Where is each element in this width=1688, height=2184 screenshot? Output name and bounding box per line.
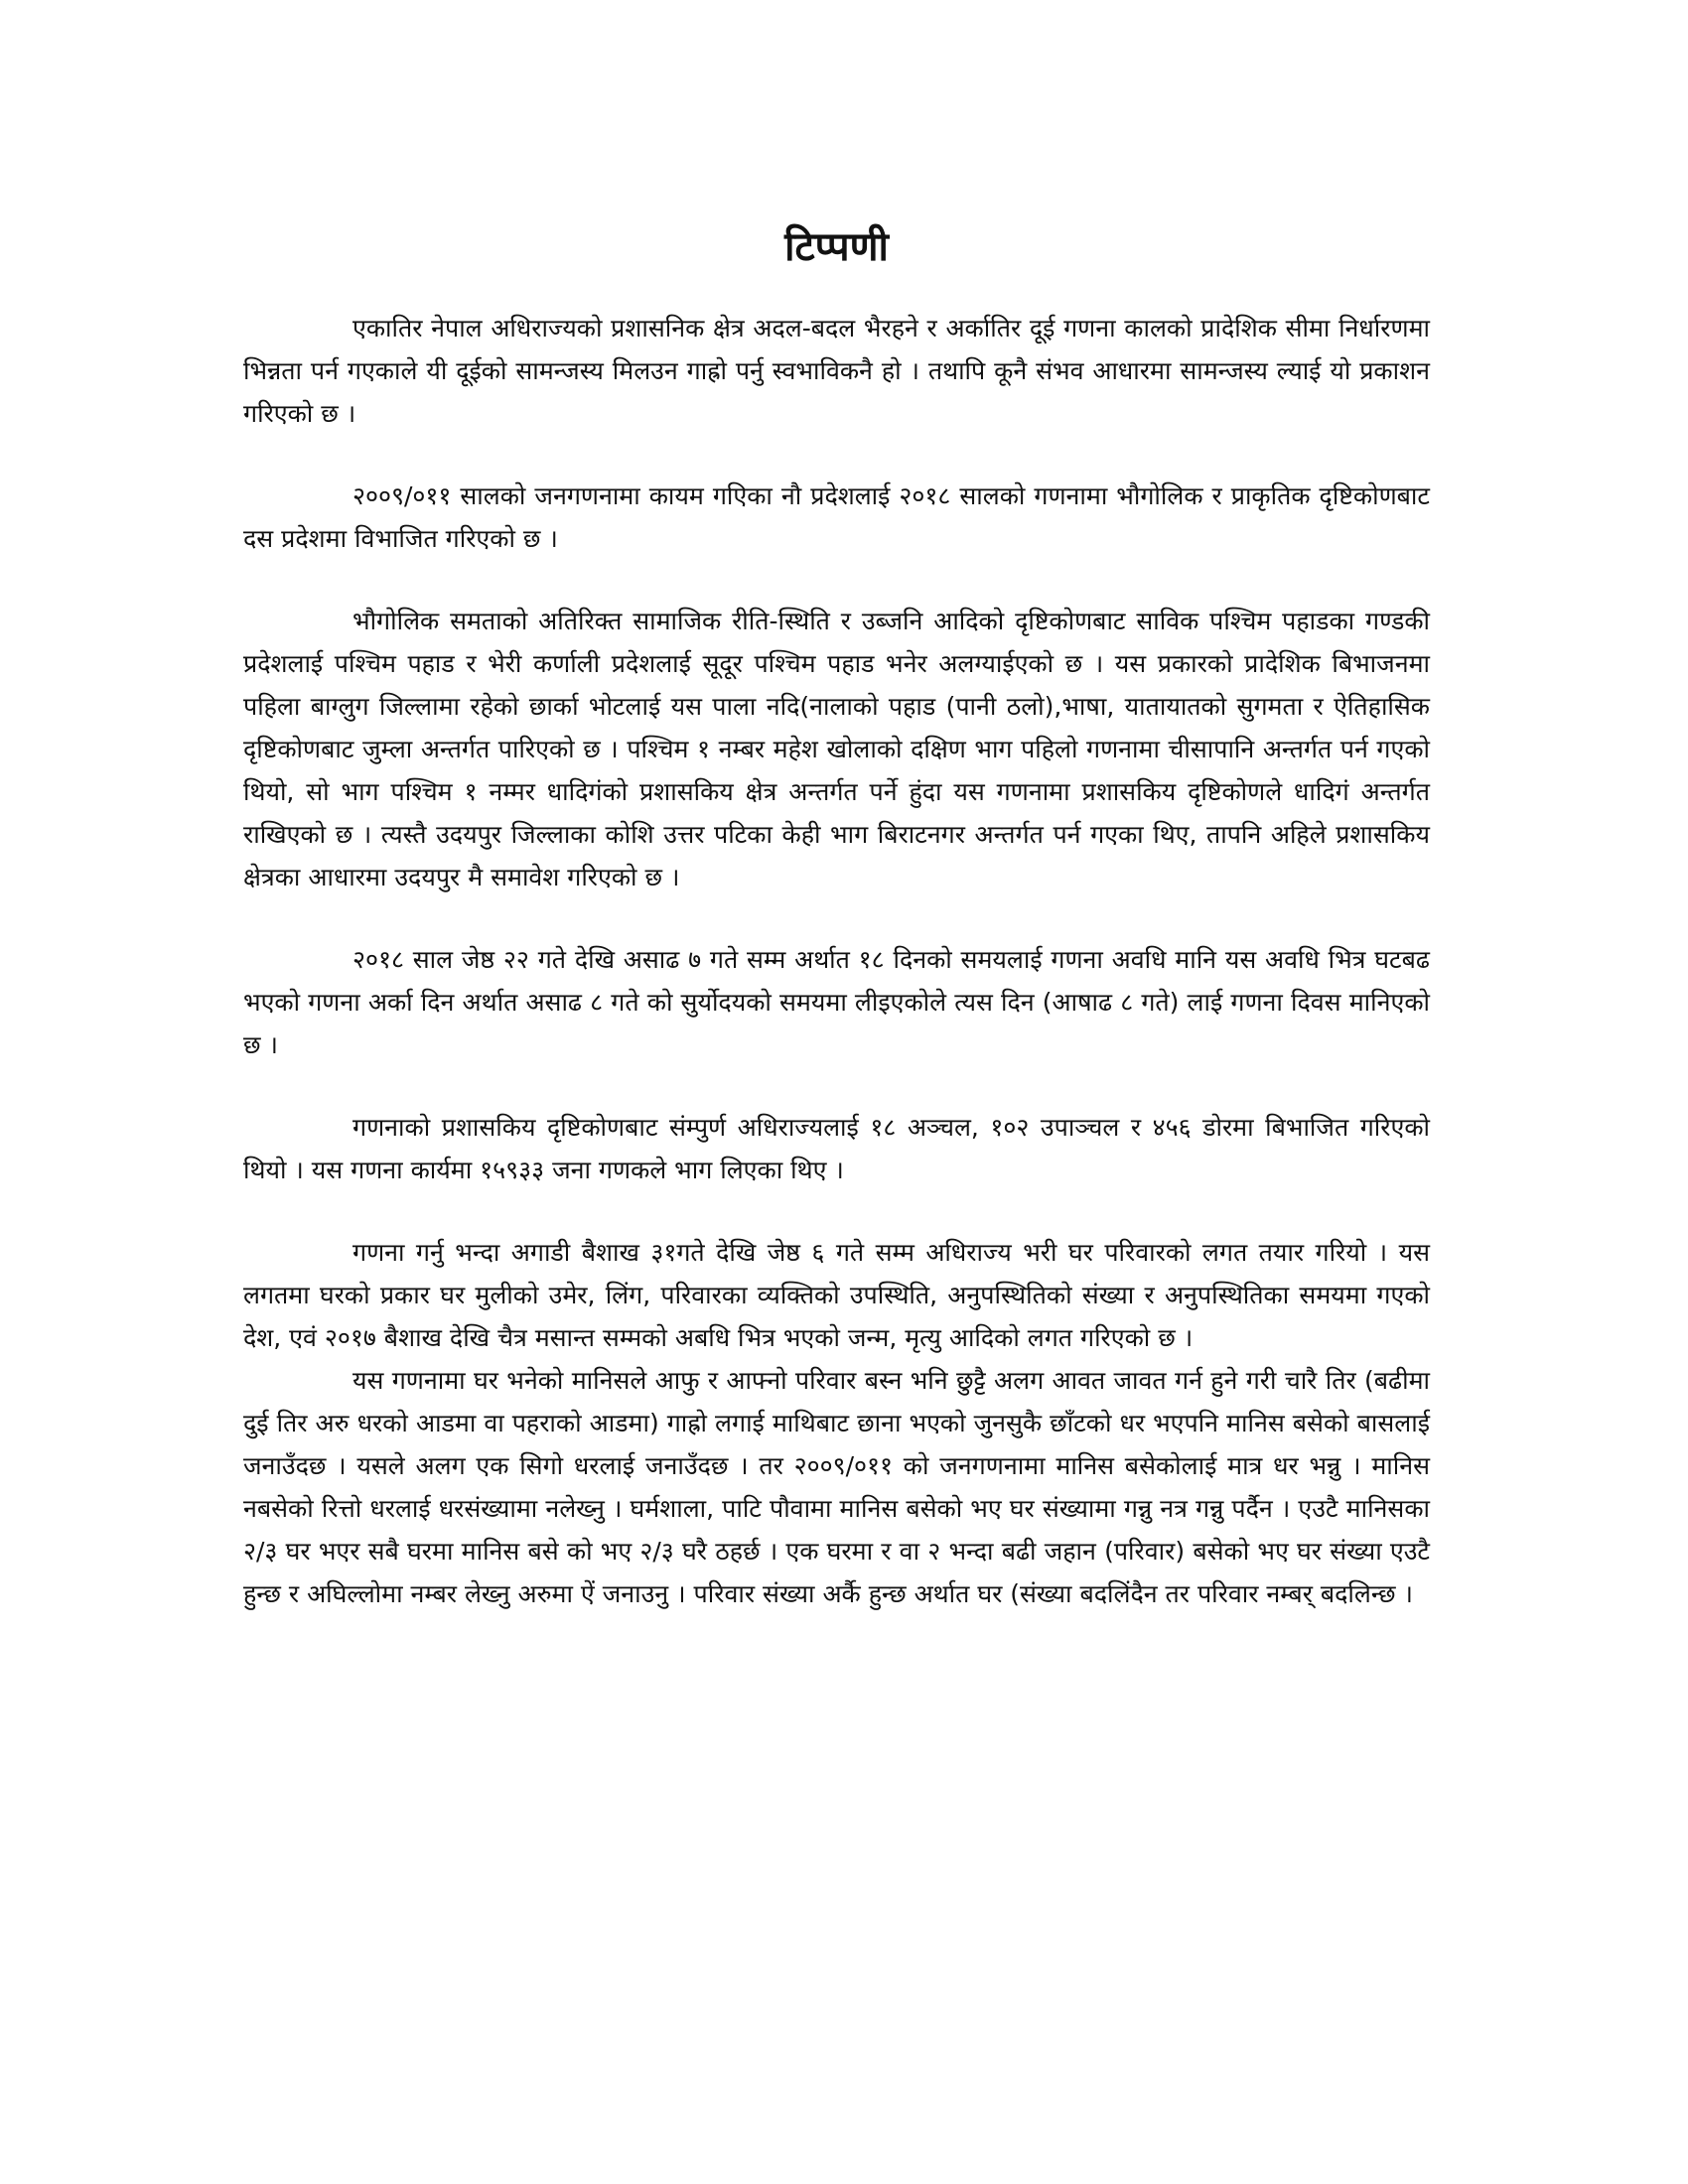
document-page	[243, 223, 1430, 1655]
paragraph-admin-boundaries: एकातिर नेपाल अधिराज्यको प्रशासनिक क्षेत्र अदल-बदल भैरहने र अर्कातिर दूई गणना कालको प्रादेशिक सीमा निर्धारणमा भिन्नता पर्न गएकाले यी दूईको सामन्जस्य मिलउन गाह्रो पर्नु स्वभाविकनै हो । तथापि कूनै संभव आधारमा सामन्जस्य ल्याई यो प्रकाशन गरिएको छ ।	[243, 314, 1430, 428]
paragraph-household-listing: गणना गर्नु भन्दा अगाडी बैशाख ३१गते देखि जेष्ठ ६ गते सम्म अधिराज्य भरी घर परिवारको लगत तयार गरियो । यस लगतमा घरको प्रकार घर मुलीको उमेर, लिंग, परिवारका व्यक्तिको उपस्थिति, अनुपस्थितिको संख्या र अनुपस्थितिका समयमा गएको देश, एवं २०१७ बैशाख देखि चैत्र मसान्त सम्मको अबधि भित्र भएको जन्म, मृत्यु आदिको लगत गरिएको छ ।	[243, 1238, 1430, 1352]
paragraph-census-period: २०१८ साल जेष्ठ २२ गते देखि असाढ ७ गते सम्म अर्थात १८ दिनको समयलाई गणना अवधि मानि यस अवधि भित्र घटबढ भएको गणना अर्का दिन अर्थात असाढ ८ गते को सुर्योदयको समयमा लीइएकोले त्यस दिन (आषाढ ८ गते) लाई गणना दिवस मानिएको छ ।	[243, 945, 1430, 1059]
paragraph-administrative-units: गणनाको प्रशासकिय दृष्टिकोणबाट संम्पुर्ण अधिराज्यलाई १८ अञ्चल, १०२ उपाञ्चल र ४५६ डोरमा बिभाजित गरिएको थियो । यस गणना कार्यमा १५९३३ जना गणकले भाग लिएका थिए ।	[243, 1113, 1430, 1184]
paragraph-regions-division: २००९/०११ सालको जनगणनामा कायम गएिका नौ प्रदेशलाई २०१८ सालको गणनामा भौगोलिक र प्राकृतिक दृष्टिकोणबाट दस प्रदेशमा विभाजित गरिएको छ ।	[243, 481, 1430, 553]
page-title: टिप्पणी	[784, 224, 889, 270]
paragraph-geographic-division: भौगोलिक समताको अतिरिक्त सामाजिक रीति-स्थिति र उब्जनि आदिको दृष्टिकोणबाट साविक पश्चिम पहाडका गण्डकी प्रदेशलाई पश्चिम पहाड र भेरी कर्णाली प्रदेशलाई सूदूर पश्चिम पहाड भनेर अलग्याईएको छ । यस प्रकारको प्रादेशिक बिभाजनमा पहिला बाग्लुग जिल्लामा रहेको छार्का भोटलाई यस पाला नदि(नालाको पहाड (पानी ठलो),भाषा, यातायातको सुगमता र ऐतिहासिक दृष्टिकोणबाट जुम्ला अन्तर्गत पारिएको छ । पश्चिम १ नम्बर महेश खोलाको दक्षिण भाग पहिलो गणनामा चीसापानि अन्तर्गत पर्न गएको थियो, सो भाग पश्चिम १ नम्मर धादिगंको प्रशासकिय क्षेत्र अन्तर्गत पर्ने हुंदा यस गणनामा प्रशासकिय दृष्टिकोणले धादिगं अन्तर्गत राखिएको छ । त्यस्तै उदयपुर जिल्लाका कोशि उत्तर पटिका केही भाग बिराटनगर अन्तर्गत पर्न गएका थिए, तापनि अहिले प्रशासकिय क्षेत्रका आधारमा उदयपुर मै समावेश गरिएको छ ।	[243, 607, 1430, 891]
paragraph-house-definition: यस गणनामा घर भनेको मानिसले आफु र आफ्नो परिवार बस्न भनि छुट्टै अलग आवत जावत गर्न हुने गरी चारै तिर (बढीमा दुई तिर अरु धरको आडमा वा पहराको आडमा) गाह्रो लगाई माथिबाट छाना भएको जुनसुकै छाँटको धर भएपनि मानिस बसेको बासलाई जनाउँदछ । यसले अलग एक सिगो धरलाई जनाउँदछ । तर २००९/०११ को जनगणनामा मानिस बसेकोलाई मात्र धर भन्नु । मानिस नबसेको रित्तो धरलाई धरसंख्यामा नलेख्नु । घर्मशाला, पाटि पौवामा मानिस बसेको भए घर संख्यामा गन्नु नत्र गन्नु पर्दैन । एउटै मानिसका २/३ घर भएर सबै घरमा मानिस बसे को भए २/३ घरै ठहर्छ । एक घरमा र वा २ भन्दा बढी जहान (परिवार) बसेको भए घर संख्या एउटै हुन्छ र अघिल्लोमा नम्बर लेख्नु अरुमा ऐं जनाउनु । परिवार संख्या अर्कै हुन्छ अर्थात घर (संख्या बदलिंदैन तर परिवार नम्बर् बदलिन्छ ।	[243, 1366, 1430, 1608]
